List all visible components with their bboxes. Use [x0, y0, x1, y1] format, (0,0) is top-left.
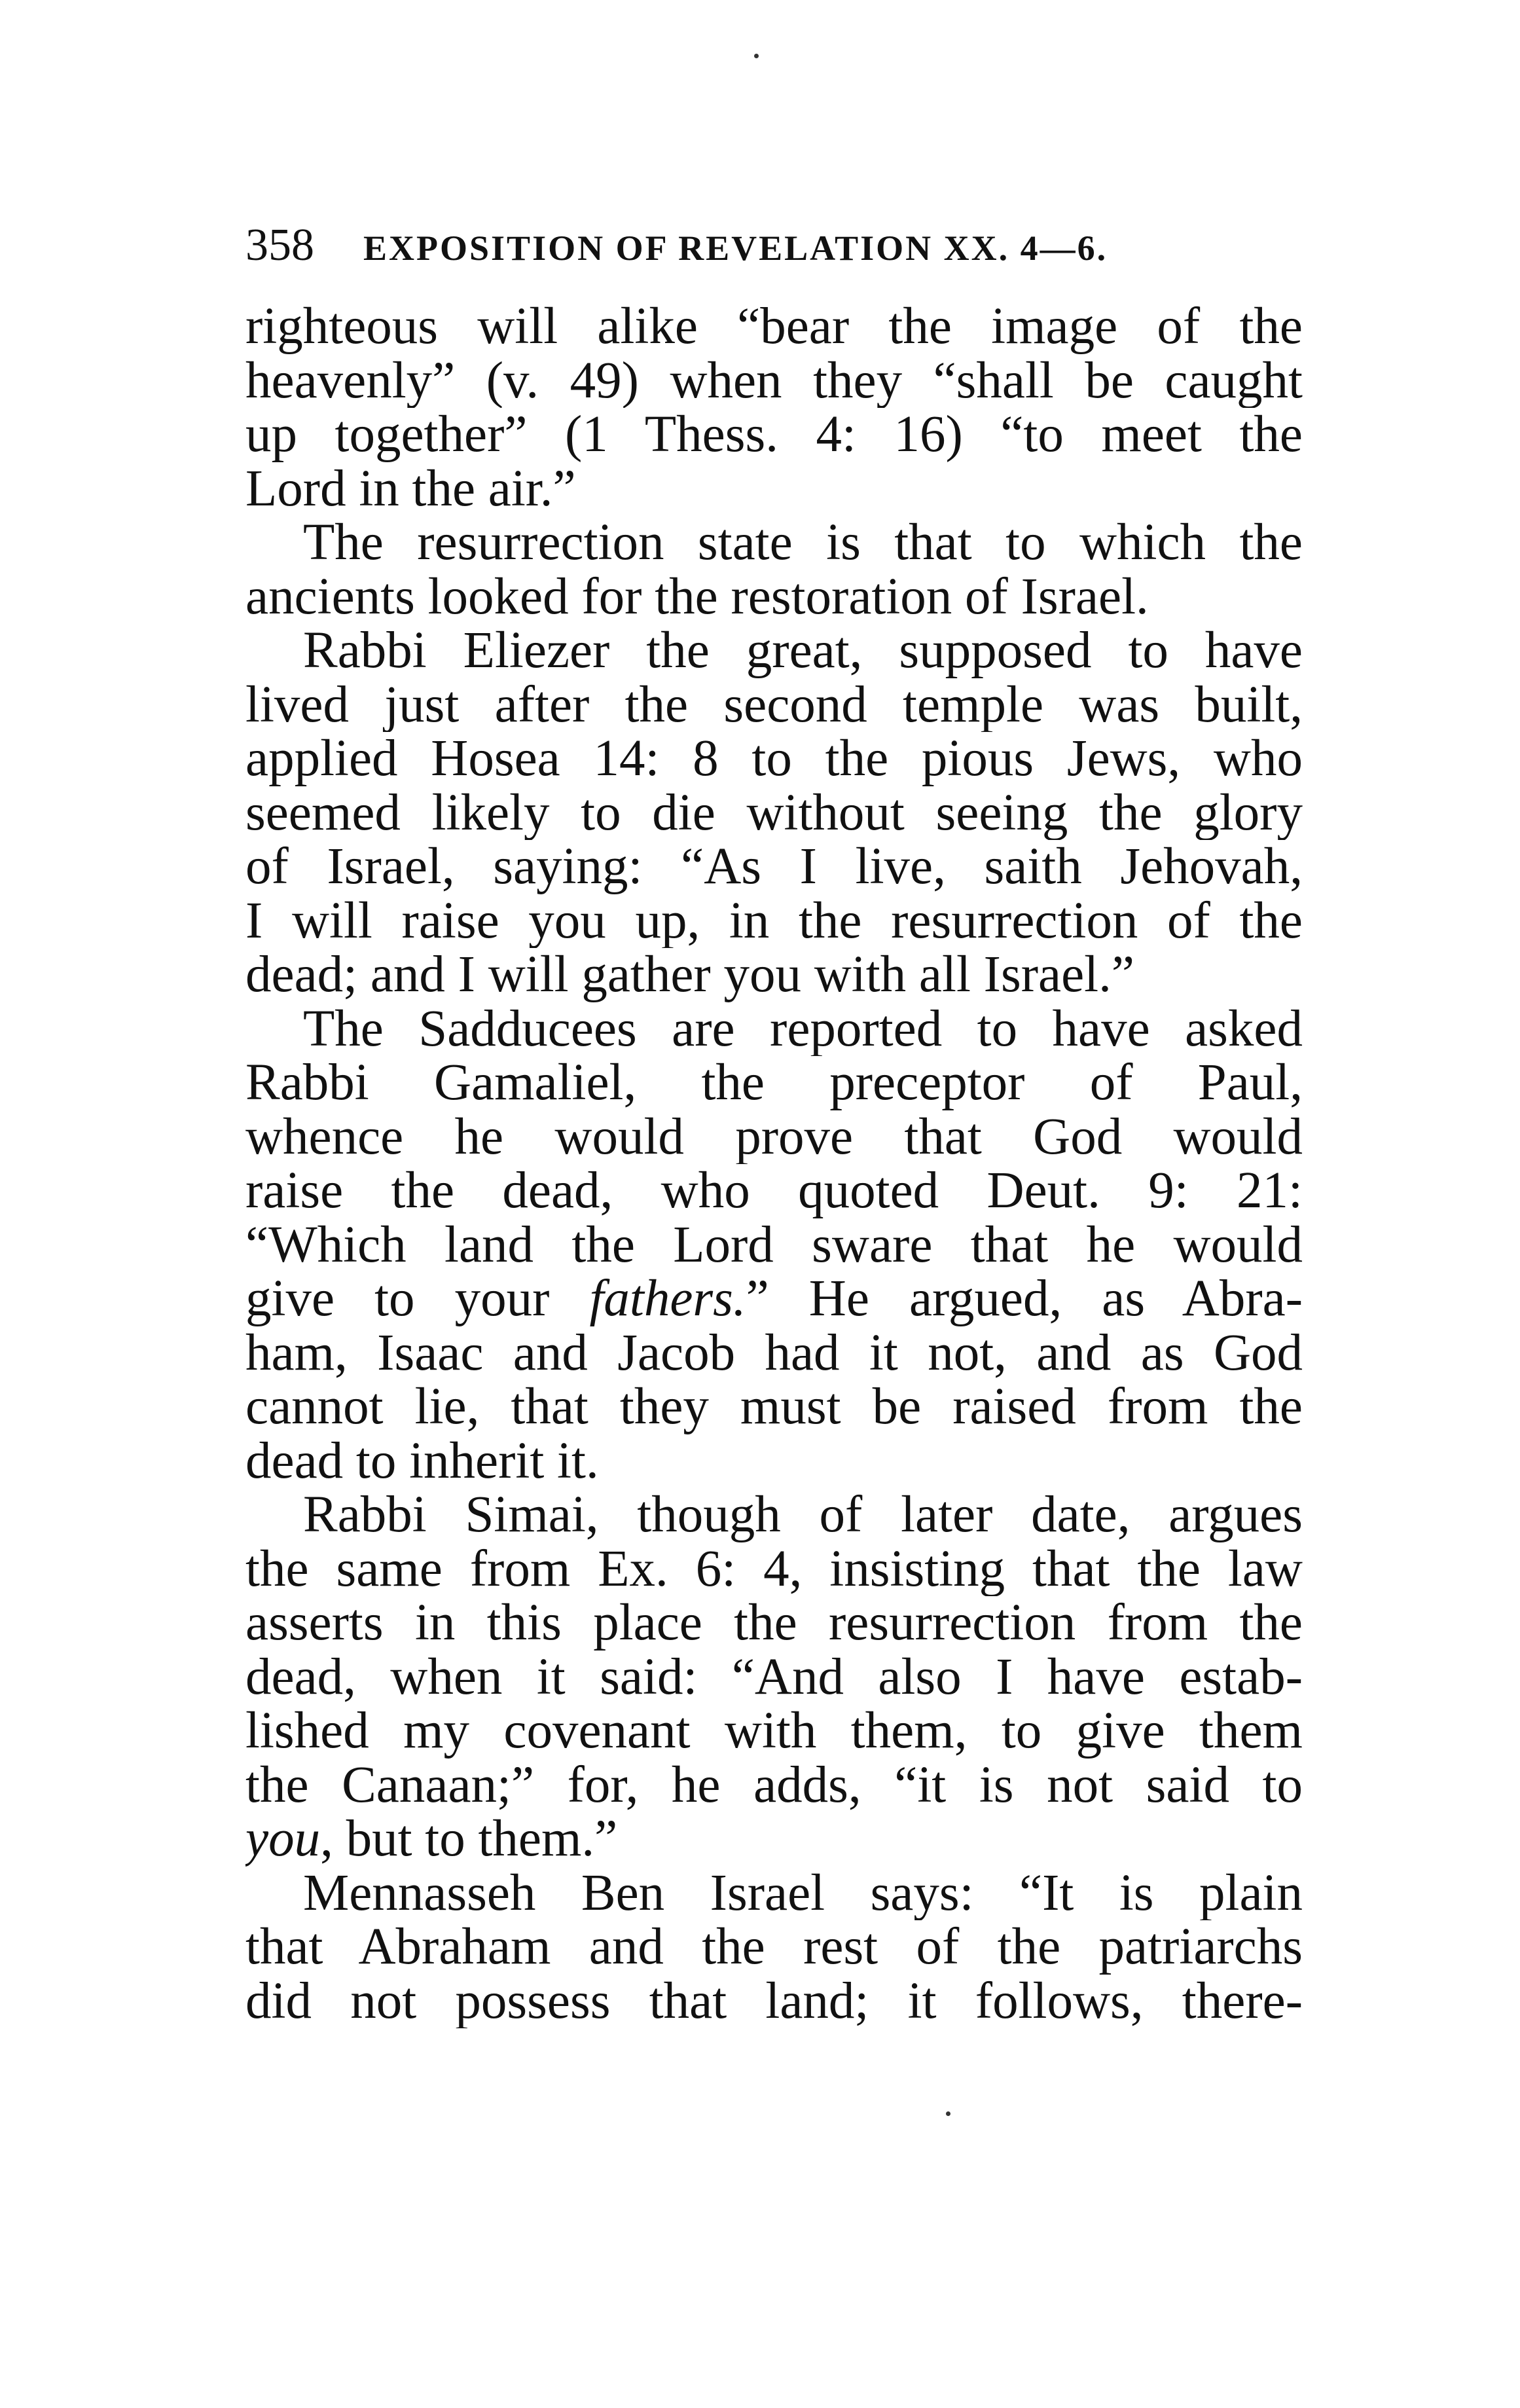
italic-word: you [245, 1812, 321, 1867]
text-line: asserts in this place the resurrection from the [245, 1596, 1303, 1651]
text-line-with-italic [245, 1272, 1303, 1326]
text-line: raise the dead, who quoted Deut. 9: 21: [245, 1164, 1303, 1218]
book-page [245, 216, 1303, 2028]
text-line: Rabbi Gamaliel, the preceptor of Paul, [245, 1056, 1303, 1110]
speck-bottom [946, 2111, 950, 2116]
text-line: lished my covenant with them, to give them [245, 1704, 1303, 1759]
running-head: EXPOSITION OF REVELATION XX. 4—6. [363, 228, 1108, 268]
text-line: dead to inherit it. [245, 1434, 599, 1488]
text-line: did not possess that land; it follows, there- [245, 1974, 1303, 2028]
text-line: righteous will alike “bear the image of the [245, 300, 1303, 354]
paragraph-start: The Sadducees are reported to have asked [303, 1002, 1303, 1056]
text-line: dead; and I will gather you with all Israel.” [245, 948, 1134, 1002]
text-line: seemed likely to die without seeing the glory [245, 786, 1303, 840]
text-line-with-italic [245, 1812, 1303, 1867]
text-line: “Which land the Lord sware that he would [245, 1218, 1303, 1272]
text-line: ham, Isaac and Jacob had it not, and as God [245, 1326, 1303, 1380]
text-line: up together” (1 Thess. 4: 16) “to meet the [245, 408, 1303, 462]
text-line: the same from Ex. 6: 4, insisting that the law [245, 1542, 1303, 1596]
body-text [245, 300, 1303, 2028]
paragraph-start: Rabbi Eliezer the great, supposed to have [303, 624, 1303, 678]
text-line: whence he would prove that God would [245, 1110, 1303, 1164]
text-line: lived just after the second temple was built, [245, 678, 1303, 732]
text-line: the Canaan;” for, he adds, “it is not said to [245, 1758, 1303, 1812]
page-header [245, 216, 1303, 275]
text-segment: , but to them.” [320, 1812, 618, 1867]
text-line: Lord in the air.” [245, 462, 576, 516]
text-line: applied Hosea 14: 8 to the pious Jews, who [245, 732, 1303, 786]
text-line: dead, when it said: “And also I have estab- [245, 1650, 1303, 1704]
paragraph-start: Rabbi Simai, though of later date, argues [303, 1488, 1303, 1542]
text-line: of Israel, saying: “As I live, saith Jehovah, [245, 840, 1303, 894]
text-segment: give to your [245, 1272, 550, 1326]
paragraph-start: Mennasseh Ben Israel says: “It is plain [303, 1866, 1303, 1920]
text-line: that Abraham and the rest of the patriarchs [245, 1920, 1303, 1975]
text-line: cannot lie, that they must be raised from the [245, 1380, 1303, 1434]
text-line: heavenly” (v. 49) when they “shall be caught [245, 354, 1303, 408]
italic-word: fathers. [589, 1272, 746, 1326]
paragraph-start: The resurrection state is that to which the [303, 516, 1303, 570]
text-segment: ” He argued, as Abra- [746, 1272, 1303, 1326]
page-number: 358 [245, 220, 314, 270]
text-line: ancients looked for the restoration of Israel. [245, 570, 1149, 624]
text-line: I will raise you up, in the resurrection of the [245, 894, 1303, 948]
speck-top [754, 54, 759, 58]
